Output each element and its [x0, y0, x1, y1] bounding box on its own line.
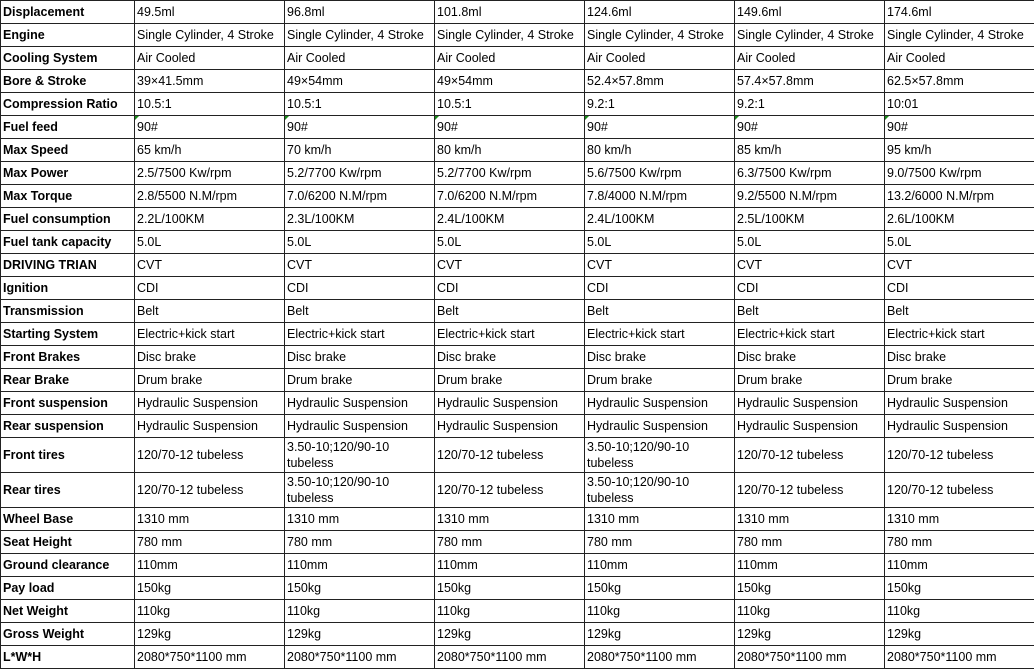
row-label: Wheel Base — [1, 508, 135, 531]
table-cell: 5.6/7500 Kw/rpm — [585, 162, 735, 185]
table-cell: 110kg — [285, 600, 435, 623]
table-cell: 129kg — [435, 623, 585, 646]
table-cell: 90# — [735, 116, 885, 139]
table-row — [1, 254, 1034, 277]
table-cell: 6.3/7500 Kw/rpm — [735, 162, 885, 185]
table-cell: 120/70-12 tubeless — [435, 473, 585, 508]
table-cell: CDI — [435, 277, 585, 300]
table-cell: 110kg — [735, 600, 885, 623]
spec-table-body — [1, 1, 1034, 669]
table-row — [1, 415, 1034, 438]
table-cell: Electric+kick start — [585, 323, 735, 346]
table-cell: 110mm — [735, 554, 885, 577]
table-cell: 1310 mm — [735, 508, 885, 531]
table-cell: 10.5:1 — [135, 93, 285, 116]
table-row — [1, 554, 1034, 577]
table-cell: 110kg — [435, 600, 585, 623]
table-cell: 3.50-10;120/90-10 tubeless — [585, 438, 735, 473]
table-cell: 90# — [585, 116, 735, 139]
table-row — [1, 600, 1034, 623]
row-label: Max Torque — [1, 185, 135, 208]
table-row — [1, 323, 1034, 346]
table-cell: 7.0/6200 N.M/rpm — [435, 185, 585, 208]
table-cell: CDI — [135, 277, 285, 300]
table-cell: 39×41.5mm — [135, 70, 285, 93]
table-cell: Belt — [735, 300, 885, 323]
table-cell: 5.0L — [435, 231, 585, 254]
table-cell: 5.2/7700 Kw/rpm — [435, 162, 585, 185]
table-cell: Hydraulic Suspension — [885, 415, 1034, 438]
table-cell: 49×54mm — [285, 70, 435, 93]
table-cell: Belt — [885, 300, 1034, 323]
table-cell: CDI — [285, 277, 435, 300]
row-label: Ground clearance — [1, 554, 135, 577]
table-cell: 90# — [885, 116, 1034, 139]
table-cell: 780 mm — [435, 531, 585, 554]
table-cell: 3.50-10;120/90-10 tubeless — [285, 438, 435, 473]
table-row — [1, 93, 1034, 116]
table-cell: Drum brake — [135, 369, 285, 392]
table-cell: CVT — [435, 254, 585, 277]
table-cell: CVT — [735, 254, 885, 277]
table-row — [1, 473, 1034, 508]
table-cell: 5.2/7700 Kw/rpm — [285, 162, 435, 185]
table-cell: Belt — [285, 300, 435, 323]
table-cell: 780 mm — [585, 531, 735, 554]
row-label: Compression Ratio — [1, 93, 135, 116]
table-cell: Air Cooled — [435, 47, 585, 70]
table-row — [1, 47, 1034, 70]
table-cell: 2080*750*1100 mm — [885, 646, 1034, 669]
table-row — [1, 70, 1034, 93]
table-cell: 9.0/7500 Kw/rpm — [885, 162, 1034, 185]
table-cell: 85 km/h — [735, 139, 885, 162]
row-label: Front tires — [1, 438, 135, 473]
table-cell: CDI — [585, 277, 735, 300]
row-label: Max Speed — [1, 139, 135, 162]
table-cell: Hydraulic Suspension — [885, 392, 1034, 415]
table-cell: 120/70-12 tubeless — [735, 473, 885, 508]
table-cell: Disc brake — [735, 346, 885, 369]
row-label: Front suspension — [1, 392, 135, 415]
table-cell: 780 mm — [885, 531, 1034, 554]
table-cell: 80 km/h — [435, 139, 585, 162]
table-cell: 2.4L/100KM — [585, 208, 735, 231]
table-cell: 780 mm — [735, 531, 885, 554]
table-cell: 70 km/h — [285, 139, 435, 162]
table-row — [1, 623, 1034, 646]
table-row — [1, 231, 1034, 254]
table-cell: 1310 mm — [885, 508, 1034, 531]
table-row — [1, 185, 1034, 208]
row-label: Max Power — [1, 162, 135, 185]
table-row — [1, 438, 1034, 473]
table-cell: 2080*750*1100 mm — [285, 646, 435, 669]
table-cell: CDI — [735, 277, 885, 300]
table-cell: 5.0L — [285, 231, 435, 254]
table-cell: 7.0/6200 N.M/rpm — [285, 185, 435, 208]
table-cell: Drum brake — [735, 369, 885, 392]
table-cell: Hydraulic Suspension — [735, 415, 885, 438]
table-cell: 1310 mm — [135, 508, 285, 531]
table-cell: Drum brake — [285, 369, 435, 392]
table-row — [1, 24, 1034, 47]
table-cell: 5.0L — [735, 231, 885, 254]
table-cell: 780 mm — [135, 531, 285, 554]
row-label: Rear tires — [1, 473, 135, 508]
table-cell: Disc brake — [585, 346, 735, 369]
table-cell: 2.5/7500 Kw/rpm — [135, 162, 285, 185]
table-cell: Hydraulic Suspension — [285, 415, 435, 438]
table-row — [1, 508, 1034, 531]
table-row — [1, 531, 1034, 554]
table-cell: 3.50-10;120/90-10 tubeless — [585, 473, 735, 508]
table-cell: 62.5×57.8mm — [885, 70, 1034, 93]
table-cell: Air Cooled — [735, 47, 885, 70]
table-row — [1, 392, 1034, 415]
table-cell: 110mm — [135, 554, 285, 577]
table-cell: 95 km/h — [885, 139, 1034, 162]
table-cell: 110kg — [585, 600, 735, 623]
table-cell: Disc brake — [135, 346, 285, 369]
table-cell: CVT — [585, 254, 735, 277]
table-cell: 10.5:1 — [435, 93, 585, 116]
table-row — [1, 300, 1034, 323]
table-cell: 2.2L/100KM — [135, 208, 285, 231]
row-label: Transmission — [1, 300, 135, 323]
table-cell: 90# — [435, 116, 585, 139]
row-label: Front Brakes — [1, 346, 135, 369]
table-cell: 120/70-12 tubeless — [135, 438, 285, 473]
row-label: DRIVING TRIAN — [1, 254, 135, 277]
table-cell: 110kg — [135, 600, 285, 623]
table-cell: 110kg — [885, 600, 1034, 623]
row-label: Fuel tank capacity — [1, 231, 135, 254]
table-cell: 1310 mm — [435, 508, 585, 531]
table-cell: 2.5L/100KM — [735, 208, 885, 231]
row-label: Net Weight — [1, 600, 135, 623]
table-cell: Belt — [585, 300, 735, 323]
table-cell: CVT — [885, 254, 1034, 277]
table-cell: 129kg — [285, 623, 435, 646]
table-cell: 150kg — [285, 577, 435, 600]
row-label: Starting System — [1, 323, 135, 346]
table-cell: 10.5:1 — [285, 93, 435, 116]
table-cell: Electric+kick start — [435, 323, 585, 346]
table-cell: Disc brake — [285, 346, 435, 369]
row-label: L*W*H — [1, 646, 135, 669]
table-cell: CVT — [285, 254, 435, 277]
row-label: Displacement — [1, 1, 135, 24]
table-cell: 120/70-12 tubeless — [735, 438, 885, 473]
table-cell: 780 mm — [285, 531, 435, 554]
table-row — [1, 116, 1034, 139]
row-label: Pay load — [1, 577, 135, 600]
table-row — [1, 577, 1034, 600]
table-row — [1, 139, 1034, 162]
table-cell: 120/70-12 tubeless — [435, 438, 585, 473]
table-cell: Drum brake — [435, 369, 585, 392]
table-row — [1, 208, 1034, 231]
table-cell: Hydraulic Suspension — [585, 415, 735, 438]
table-cell: Air Cooled — [585, 47, 735, 70]
table-cell: 120/70-12 tubeless — [885, 473, 1034, 508]
table-cell: 150kg — [135, 577, 285, 600]
row-label: Engine — [1, 24, 135, 47]
row-label: Gross Weight — [1, 623, 135, 646]
table-cell: Hydraulic Suspension — [585, 392, 735, 415]
table-cell: 52.4×57.8mm — [585, 70, 735, 93]
table-row — [1, 277, 1034, 300]
table-cell: 2.6L/100KM — [885, 208, 1034, 231]
row-label: Bore & Stroke — [1, 70, 135, 93]
table-cell: Electric+kick start — [285, 323, 435, 346]
table-cell: 7.8/4000 N.M/rpm — [585, 185, 735, 208]
table-cell: Hydraulic Suspension — [735, 392, 885, 415]
table-cell: 10:01 — [885, 93, 1034, 116]
table-cell: 90# — [135, 116, 285, 139]
table-cell: 2080*750*1100 mm — [735, 646, 885, 669]
table-cell: Electric+kick start — [885, 323, 1034, 346]
table-cell: Belt — [135, 300, 285, 323]
table-cell: 90# — [285, 116, 435, 139]
row-label: Ignition — [1, 277, 135, 300]
table-cell: 65 km/h — [135, 139, 285, 162]
table-cell: 150kg — [435, 577, 585, 600]
table-cell: Disc brake — [885, 346, 1034, 369]
table-row — [1, 346, 1034, 369]
table-cell: Air Cooled — [135, 47, 285, 70]
table-cell: 2080*750*1100 mm — [585, 646, 735, 669]
table-cell: Single Cylinder, 4 Stroke — [585, 24, 735, 47]
table-cell: 9.2:1 — [735, 93, 885, 116]
table-cell: 110mm — [885, 554, 1034, 577]
table-cell: Electric+kick start — [135, 323, 285, 346]
table-row — [1, 162, 1034, 185]
table-row — [1, 369, 1034, 392]
table-cell: 120/70-12 tubeless — [135, 473, 285, 508]
table-cell: Hydraulic Suspension — [435, 392, 585, 415]
table-cell: 2.3L/100KM — [285, 208, 435, 231]
row-label: Rear Brake — [1, 369, 135, 392]
table-cell: Hydraulic Suspension — [135, 415, 285, 438]
table-cell: 129kg — [735, 623, 885, 646]
table-cell: 80 km/h — [585, 139, 735, 162]
table-cell: Hydraulic Suspension — [285, 392, 435, 415]
table-cell: Single Cylinder, 4 Stroke — [435, 24, 585, 47]
row-label: Fuel feed — [1, 116, 135, 139]
table-cell: 110mm — [435, 554, 585, 577]
table-cell: Hydraulic Suspension — [435, 415, 585, 438]
table-cell: 9.2/5500 N.M/rpm — [735, 185, 885, 208]
table-cell: 2.4L/100KM — [435, 208, 585, 231]
table-cell: 5.0L — [135, 231, 285, 254]
table-cell: Single Cylinder, 4 Stroke — [885, 24, 1034, 47]
table-cell: Disc brake — [435, 346, 585, 369]
table-cell: Hydraulic Suspension — [135, 392, 285, 415]
row-label: Cooling System — [1, 47, 135, 70]
row-label: Seat Height — [1, 531, 135, 554]
table-cell: Drum brake — [585, 369, 735, 392]
table-cell: 110mm — [585, 554, 735, 577]
row-label: Rear suspension — [1, 415, 135, 438]
table-cell: 1310 mm — [285, 508, 435, 531]
table-cell: Electric+kick start — [735, 323, 885, 346]
table-cell: 49.5ml — [135, 1, 285, 24]
table-cell: CDI — [885, 277, 1034, 300]
table-cell: 13.2/6000 N.M/rpm — [885, 185, 1034, 208]
table-cell: 96.8ml — [285, 1, 435, 24]
table-cell: Belt — [435, 300, 585, 323]
table-cell: 5.0L — [885, 231, 1034, 254]
table-cell: 124.6ml — [585, 1, 735, 24]
table-row — [1, 1, 1034, 24]
table-cell: Air Cooled — [285, 47, 435, 70]
table-cell: CVT — [135, 254, 285, 277]
table-cell: Single Cylinder, 4 Stroke — [135, 24, 285, 47]
table-cell: 150kg — [735, 577, 885, 600]
table-cell: 2080*750*1100 mm — [435, 646, 585, 669]
table-cell: Single Cylinder, 4 Stroke — [285, 24, 435, 47]
table-cell: 101.8ml — [435, 1, 585, 24]
table-cell: 129kg — [135, 623, 285, 646]
table-cell: 5.0L — [585, 231, 735, 254]
table-cell: Air Cooled — [885, 47, 1034, 70]
row-label: Fuel consumption — [1, 208, 135, 231]
table-cell: 3.50-10;120/90-10 tubeless — [285, 473, 435, 508]
table-cell: 174.6ml — [885, 1, 1034, 24]
table-cell: 149.6ml — [735, 1, 885, 24]
table-cell: 110mm — [285, 554, 435, 577]
table-cell: 2.8/5500 N.M/rpm — [135, 185, 285, 208]
table-row — [1, 646, 1034, 669]
table-cell: 49×54mm — [435, 70, 585, 93]
table-cell: Drum brake — [885, 369, 1034, 392]
table-cell: 129kg — [585, 623, 735, 646]
table-cell: 57.4×57.8mm — [735, 70, 885, 93]
table-cell: Single Cylinder, 4 Stroke — [735, 24, 885, 47]
table-cell: 120/70-12 tubeless — [885, 438, 1034, 473]
table-cell: 129kg — [885, 623, 1034, 646]
table-cell: 150kg — [585, 577, 735, 600]
table-cell: 1310 mm — [585, 508, 735, 531]
table-cell: 9.2:1 — [585, 93, 735, 116]
table-cell: 2080*750*1100 mm — [135, 646, 285, 669]
table-cell: 150kg — [885, 577, 1034, 600]
